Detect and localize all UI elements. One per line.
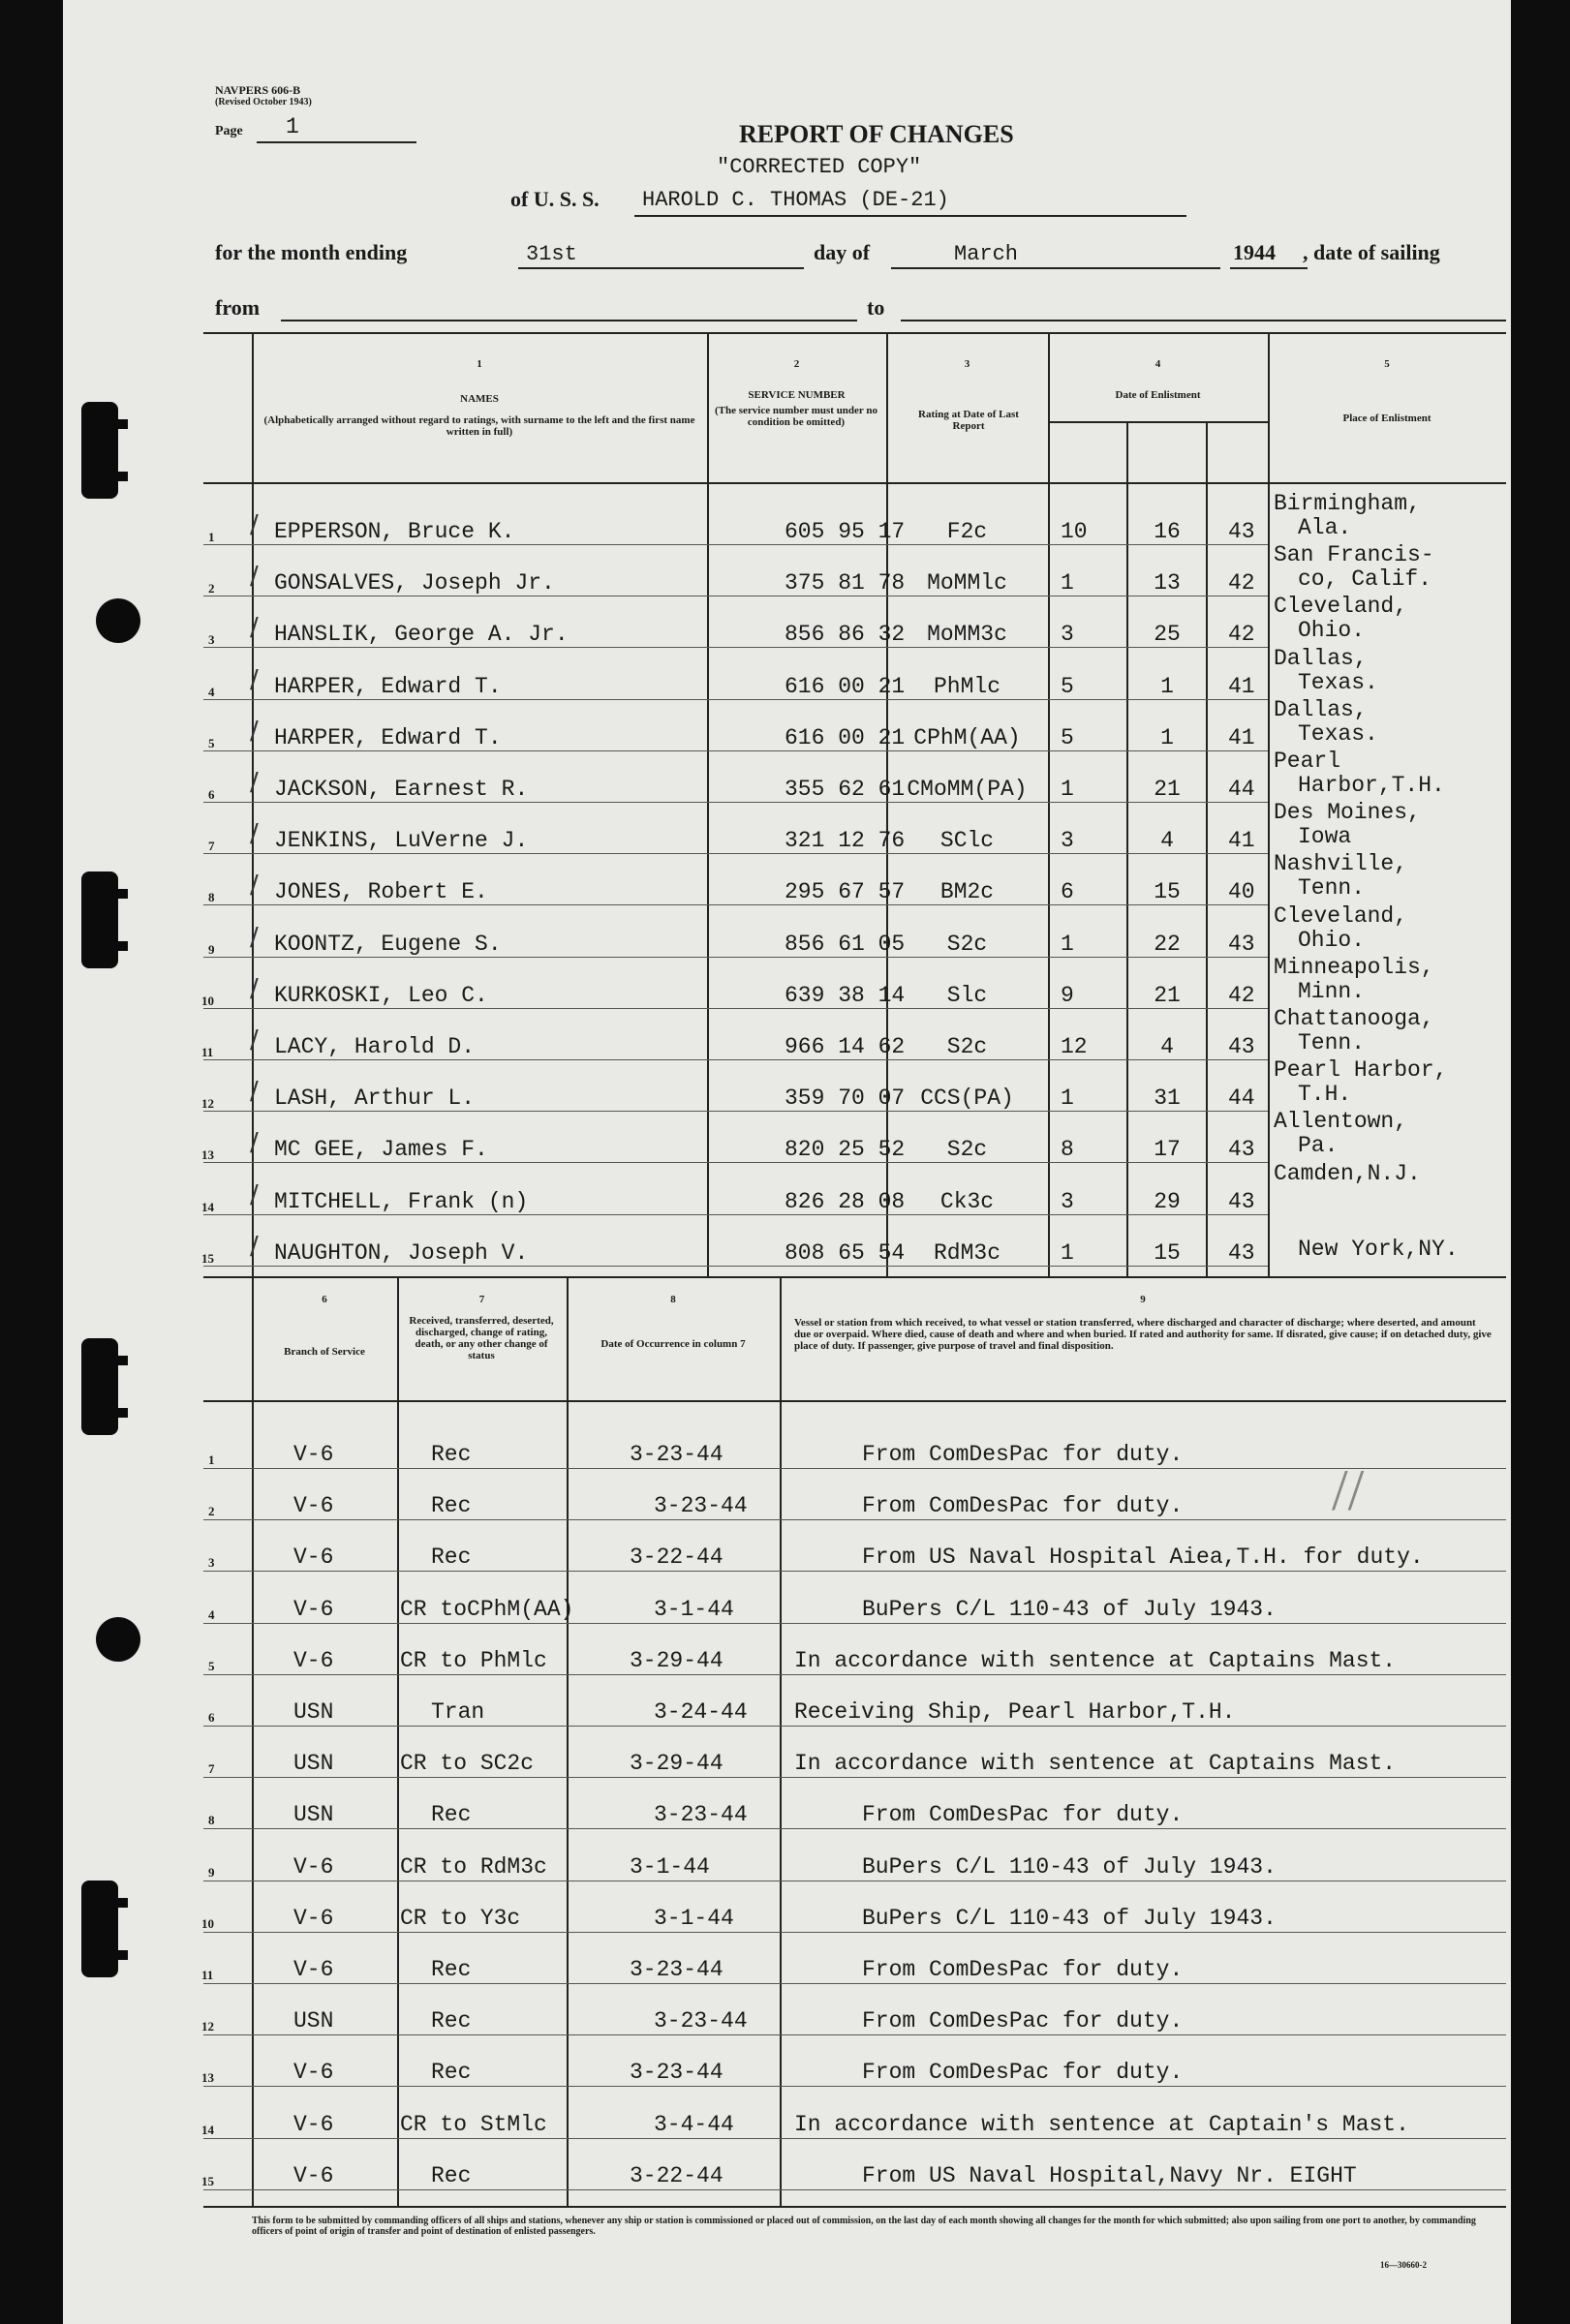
day-of-label: day of	[814, 240, 871, 264]
enlist-day: 31	[1154, 1086, 1181, 1111]
to-label: to	[867, 295, 885, 320]
col9-number: 9	[1140, 1294, 1146, 1305]
service-number: 966 14 62	[785, 1034, 906, 1059]
branch-of-service: V-6	[293, 1906, 334, 1931]
enlist-month: 3	[1061, 828, 1074, 853]
service-number: 375 81 78	[785, 570, 906, 596]
change-of-status: CR to SC2c	[400, 1751, 535, 1776]
remarks: From ComDesPac for duty.	[862, 1493, 1184, 1518]
row-number: 8	[208, 890, 215, 904]
date-of-occurrence: 3-23-44	[654, 1493, 748, 1518]
row-underline	[203, 544, 1268, 545]
check-mark: /	[250, 1232, 259, 1261]
place-line-1: Pearl Harbor,	[1274, 1057, 1448, 1083]
place-line-2: T.H.	[1298, 1082, 1352, 1107]
enlist-day: 1	[1160, 674, 1174, 699]
place-line-1: Des Moines,	[1274, 800, 1421, 825]
binder-dot-2	[96, 1617, 140, 1662]
ship-label: of U. S. S.	[510, 187, 600, 211]
row-number: 7	[208, 1761, 215, 1776]
rating: PhMlc	[933, 674, 1000, 699]
row-number: 10	[201, 1916, 214, 1931]
enlist-day: 13	[1154, 570, 1181, 596]
enlist-day: 21	[1154, 777, 1181, 802]
enlist-day: 1	[1160, 725, 1174, 750]
binder-hole-3	[81, 1338, 118, 1435]
change-of-status: CR to RdM3c	[400, 1854, 547, 1880]
page-label: Page	[215, 124, 243, 138]
binder-hole-4	[81, 1881, 118, 1977]
col8-number: 8	[670, 1294, 676, 1305]
sailor-name: HARPER, Edward T.	[274, 725, 502, 750]
row-underline	[203, 2034, 1506, 2035]
col4-title: Date of Enlistment	[1115, 389, 1201, 401]
branch-of-service: USN	[293, 1699, 334, 1725]
remarks: From ComDesPac for duty.	[862, 1442, 1184, 1467]
row-underline	[203, 1008, 1268, 1009]
enlist-year: 43	[1228, 1189, 1255, 1214]
month-ending-label: for the month ending	[215, 240, 408, 264]
row-number: 6	[208, 787, 215, 802]
row-underline	[203, 1214, 1268, 1215]
enlist-month: 1	[1061, 932, 1074, 957]
remarks: From US Naval Hospital Aiea,T.H. for duty.	[862, 1544, 1424, 1570]
rating: RdM3c	[933, 1240, 1000, 1266]
place-line-2: Tenn.	[1298, 875, 1366, 901]
service-number: 639 38 14	[785, 983, 906, 1008]
check-mark: /	[250, 923, 259, 952]
rating: BM2c	[939, 879, 995, 904]
col3-number: 3	[964, 358, 970, 370]
place-line-2: Texas.	[1298, 721, 1378, 747]
enlist-day: 29	[1154, 1189, 1181, 1214]
check-mark: /	[250, 871, 259, 900]
enlist-month: 9	[1061, 983, 1074, 1008]
col7-number: 7	[478, 1294, 485, 1305]
row-underline	[203, 957, 1268, 958]
sailor-name: JACKSON, Earnest R.	[274, 777, 529, 802]
row-underline	[203, 1828, 1506, 1829]
date-of-occurrence: 3-29-44	[630, 1648, 723, 1673]
row-number: 8	[208, 1813, 215, 1827]
date-of-occurrence: 3-23-44	[654, 2008, 748, 2034]
remarks: In accordance with sentence at Captains Mast.	[794, 1648, 1397, 1673]
service-number: 605 95 17	[785, 519, 906, 544]
branch-of-service: USN	[293, 1751, 334, 1776]
enlist-year: 43	[1228, 1034, 1255, 1059]
enlist-year: 44	[1228, 777, 1255, 802]
branch-of-service: USN	[293, 2008, 334, 2034]
row-number: 9	[208, 1865, 215, 1880]
corrected-copy-note: "CORRECTED COPY"	[717, 155, 922, 179]
enlist-month: 10	[1061, 519, 1088, 544]
enlist-day: 15	[1154, 879, 1181, 904]
check-mark: /	[250, 1180, 259, 1209]
branch-of-service: V-6	[293, 2060, 334, 2085]
place-line-2: Ala.	[1298, 515, 1352, 540]
row-underline	[203, 647, 1268, 648]
service-number: 808 65 54	[785, 1240, 906, 1266]
row-number: 1	[208, 530, 215, 544]
col2-number: 2	[793, 358, 800, 370]
enlist-month: 3	[1061, 622, 1074, 647]
row-underline	[203, 1059, 1268, 1060]
rating: MoMMlc	[927, 570, 1007, 596]
place-line-2: Ohio.	[1298, 618, 1366, 643]
rating: S2c	[946, 1034, 988, 1059]
col6-title: Branch of Service	[284, 1346, 365, 1358]
enlist-year: 44	[1228, 1086, 1255, 1111]
sailor-name: HARPER, Edward T.	[274, 674, 502, 699]
service-number: 359 70 07	[785, 1086, 906, 1111]
row-number: 7	[208, 839, 215, 853]
service-number: 616 00 21	[785, 674, 906, 699]
row-number: 14	[201, 1200, 214, 1214]
sailor-name: JONES, Robert E.	[274, 879, 488, 904]
sailor-name: LACY, Harold D.	[274, 1034, 476, 1059]
branch-of-service: V-6	[293, 1597, 334, 1622]
row-underline	[203, 1983, 1506, 1984]
sailor-name: KURKOSKI, Leo C.	[274, 983, 488, 1008]
branch-of-service: V-6	[293, 1648, 334, 1673]
branch-of-service: V-6	[293, 1854, 334, 1880]
place-line-1: Dallas,	[1274, 646, 1368, 671]
remarks: BuPers C/L 110-43 of July 1943.	[862, 1597, 1277, 1622]
enlist-day: 16	[1154, 519, 1181, 544]
check-mark: /	[250, 665, 259, 694]
check-mark: /	[250, 613, 259, 642]
service-number: 826 28 08	[785, 1189, 906, 1214]
remarks: BuPers C/L 110-43 of July 1943.	[862, 1906, 1277, 1931]
enlist-month: 1	[1061, 777, 1074, 802]
sailor-name: LASH, Arthur L.	[274, 1086, 476, 1111]
place-line-2: Iowa	[1298, 824, 1352, 849]
service-number: 616 00 21	[785, 725, 906, 750]
page-number: 1	[286, 114, 299, 139]
date-of-occurrence: 3-4-44	[654, 2112, 734, 2137]
col5-number: 5	[1384, 358, 1390, 370]
place-line-1: Nashville,	[1274, 851, 1408, 876]
check-mark: /	[250, 1077, 259, 1106]
row-number: 6	[208, 1710, 215, 1725]
remarks: In accordance with sentence at Captain's Mast.	[794, 2112, 1409, 2137]
change-of-status: Rec	[431, 1493, 472, 1518]
row-number: 13	[201, 1147, 214, 1162]
place-line-2: co, Calif.	[1298, 566, 1432, 592]
row-underline	[203, 1932, 1506, 1933]
change-of-status: CR to PhMlc	[400, 1648, 547, 1673]
binder-hole-2	[81, 872, 118, 968]
row-underline	[203, 1468, 1506, 1469]
footer-note: This form to be submitted by commanding officers of all ships and stations, whenever any ship or station is commissioned or placed out of commission, on the last day of each month showing all changes for the month for which submitted; also upon sailing from one port to another, by commanding officers of point of origin of transfer and point of destination of enlisted passengers.	[252, 2216, 1476, 2237]
date-of-occurrence: 3-29-44	[630, 1751, 723, 1776]
enlist-year: 41	[1228, 725, 1255, 750]
date-of-occurrence: 3-23-44	[630, 1442, 723, 1467]
change-of-status: CR toCPhM(AA)	[400, 1597, 574, 1622]
row-underline	[203, 1266, 1268, 1267]
check-mark: /	[250, 768, 259, 797]
date-of-occurrence: 3-1-44	[654, 1906, 734, 1931]
row-underline	[203, 802, 1268, 803]
check-mark: /	[250, 562, 259, 591]
row-number: 9	[208, 942, 215, 957]
row-underline	[203, 853, 1268, 854]
remarks: Receiving Ship, Pearl Harbor,T.H.	[794, 1699, 1236, 1725]
enlist-year: 42	[1228, 983, 1255, 1008]
place-line-2: Ohio.	[1298, 928, 1366, 953]
place-line-1: Pearl	[1274, 749, 1341, 774]
service-number: 820 25 52	[785, 1137, 906, 1162]
sailor-name: MITCHELL, Frank (n)	[274, 1189, 529, 1214]
rating: MoMM3c	[927, 622, 1007, 647]
place-line-2: Tenn.	[1298, 1030, 1366, 1055]
enlist-year: 42	[1228, 570, 1255, 596]
date-of-occurrence: 3-22-44	[630, 2163, 723, 2188]
service-number: 856 61 05	[785, 932, 906, 957]
row-underline	[203, 2086, 1506, 2087]
place-line-1: Allentown,	[1274, 1109, 1408, 1134]
place-line-2: New York,NY.	[1298, 1237, 1459, 1262]
enlist-day: 17	[1154, 1137, 1181, 1162]
row-underline	[203, 1623, 1506, 1624]
place-line-1: Birmingham,	[1274, 491, 1421, 516]
change-of-status: CR to Y3c	[400, 1906, 521, 1931]
rating: F2c	[946, 519, 988, 544]
row-underline	[203, 2138, 1506, 2139]
branch-of-service: V-6	[293, 1957, 334, 1982]
row-underline	[203, 1162, 1268, 1163]
check-mark: /	[250, 819, 259, 848]
enlist-day: 25	[1154, 622, 1181, 647]
change-of-status: Rec	[431, 1544, 472, 1570]
row-underline	[203, 699, 1268, 700]
change-of-status: Rec	[431, 1802, 472, 1827]
enlist-month: 3	[1061, 1189, 1074, 1214]
service-number: 856 86 32	[785, 622, 906, 647]
row-underline	[203, 1726, 1506, 1727]
place-line-1: Cleveland,	[1274, 594, 1408, 619]
branch-of-service: V-6	[293, 2112, 334, 2137]
change-of-status: CR to StMlc	[400, 2112, 547, 2137]
enlist-year: 42	[1228, 622, 1255, 647]
remarks: From ComDesPac for duty.	[862, 1957, 1184, 1982]
enlist-year: 43	[1228, 932, 1255, 957]
check-mark: /	[250, 1128, 259, 1157]
rating: Slc	[946, 983, 988, 1008]
remarks: From ComDesPac for duty.	[862, 2008, 1184, 2034]
sailor-name: GONSALVES, Joseph Jr.	[274, 570, 555, 596]
place-line-2: Pa.	[1298, 1133, 1339, 1158]
sailor-name: EPPERSON, Bruce K.	[274, 519, 515, 544]
from-label: from	[215, 295, 261, 320]
date-of-occurrence: 3-23-44	[630, 2060, 723, 2085]
enlist-month: 5	[1061, 674, 1074, 699]
place-line-1: Camden,N.J.	[1274, 1161, 1421, 1186]
row-number: 15	[201, 2174, 214, 2188]
remarks: In accordance with sentence at Captains Mast.	[794, 1751, 1397, 1776]
enlist-year: 40	[1228, 879, 1255, 904]
row-underline	[203, 1777, 1506, 1778]
row-number: 3	[208, 632, 215, 647]
binder-dot-1	[96, 598, 140, 643]
place-line-1: Minneapolis,	[1274, 955, 1434, 980]
binder-hole-1	[81, 402, 118, 499]
enlist-day: 15	[1154, 1240, 1181, 1266]
page-title: REPORT OF CHANGES	[739, 120, 1014, 148]
rating: CMoMM(PA)	[907, 777, 1028, 802]
place-line-1: San Francis-	[1274, 542, 1434, 567]
enlist-month: 5	[1061, 725, 1074, 750]
date-of-occurrence: 3-1-44	[630, 1854, 710, 1880]
row-underline	[203, 750, 1268, 751]
enlist-year: 41	[1228, 674, 1255, 699]
change-of-status: Rec	[431, 2060, 472, 2085]
branch-of-service: V-6	[293, 1544, 334, 1570]
row-number: 2	[208, 581, 215, 596]
date-of-occurrence: 3-24-44	[654, 1699, 748, 1725]
sailor-name: JENKINS, LuVerne J.	[274, 828, 529, 853]
place-line-2: Harbor,T.H.	[1298, 773, 1445, 798]
rating: CPhM(AA)	[913, 725, 1021, 750]
place-line-2: Minn.	[1298, 979, 1366, 1004]
footer-code: 16—30660-2	[1380, 2260, 1427, 2270]
sailor-name: HANSLIK, George A. Jr.	[274, 622, 569, 647]
col7-title: Received, transferred, deserted, discharged, change of rating, death, or any other change of status	[409, 1315, 554, 1361]
change-of-status: Rec	[431, 1442, 472, 1467]
rating: Ck3c	[939, 1189, 995, 1214]
remarks: From ComDesPac for duty.	[862, 1802, 1184, 1827]
row-number: 11	[201, 1968, 214, 1982]
form-revised: (Revised October 1943)	[215, 97, 312, 107]
remarks: From ComDesPac for duty.	[862, 2060, 1184, 2085]
branch-of-service: USN	[293, 1802, 334, 1827]
enlist-month: 6	[1061, 879, 1074, 904]
place-line-1: Chattanooga,	[1274, 1006, 1434, 1031]
col2-note: (The service number must under no condition be omitted)	[715, 405, 877, 428]
row-number: 1	[208, 1452, 215, 1467]
place-line-1: Cleveland,	[1274, 903, 1408, 929]
enlist-year: 43	[1228, 519, 1255, 544]
branch-of-service: V-6	[293, 1493, 334, 1518]
row-number: 5	[208, 1659, 215, 1673]
day-value: 31st	[526, 242, 577, 266]
check-mark: /	[250, 510, 259, 539]
enlist-day: 4	[1160, 828, 1174, 853]
row-underline	[203, 1519, 1506, 1520]
change-of-status: Tran	[431, 1699, 485, 1725]
row-number: 14	[201, 2123, 214, 2137]
sailor-name: KOONTZ, Eugene S.	[274, 932, 502, 957]
check-mark: /	[250, 717, 259, 746]
enlist-year: 43	[1228, 1240, 1255, 1266]
enlist-year: 41	[1228, 828, 1255, 853]
rating: CCS(PA)	[920, 1086, 1014, 1111]
col1-title: NAMES	[460, 393, 499, 405]
rating: S2c	[946, 932, 988, 957]
date-of-occurrence: 3-1-44	[654, 1597, 734, 1622]
service-number: 355 62 61	[785, 777, 906, 802]
col8-title: Date of Occurrence in column 7	[600, 1338, 746, 1350]
hand-mark: //	[1332, 1458, 1365, 1522]
ship-name: HAROLD C. THOMAS (DE-21)	[642, 188, 949, 212]
change-of-status: Rec	[431, 2008, 472, 2034]
service-number: 321 12 76	[785, 828, 906, 853]
enlist-month: 12	[1061, 1034, 1088, 1059]
row-underline	[203, 904, 1268, 905]
check-mark: /	[250, 974, 259, 1003]
branch-of-service: V-6	[293, 1442, 334, 1467]
col1-note: (Alphabetically arranged without regard to ratings, with surname to the left and the first name written in full)	[263, 414, 695, 438]
col4-number: 4	[1154, 358, 1161, 370]
date-of-occurrence: 3-22-44	[630, 1544, 723, 1570]
enlist-month: 1	[1061, 570, 1074, 596]
row-number: 4	[208, 685, 215, 699]
row-underline	[203, 1674, 1506, 1675]
col1-number: 1	[477, 358, 482, 370]
row-number: 15	[201, 1251, 214, 1266]
col3-title: Rating at Date of Last Report	[918, 409, 1019, 432]
enlist-day: 21	[1154, 983, 1181, 1008]
row-number: 5	[208, 736, 215, 750]
enlist-day: 22	[1154, 932, 1181, 957]
col5-title: Place of Enlistment	[1342, 413, 1431, 424]
row-underline	[203, 1111, 1268, 1112]
enlist-month: 1	[1061, 1086, 1074, 1111]
date-of-sailing-label: , date of sailing	[1303, 240, 1440, 264]
rating: SClc	[939, 828, 995, 853]
row-number: 4	[208, 1607, 215, 1622]
row-underline	[203, 1571, 1506, 1572]
form-id: NAVPERS 606-B	[215, 83, 301, 97]
row-number: 12	[201, 2019, 214, 2034]
sailor-name: NAUGHTON, Joseph V.	[274, 1240, 529, 1266]
year-value: 1944	[1233, 240, 1276, 264]
check-mark: /	[250, 1025, 259, 1055]
enlist-month: 8	[1061, 1137, 1074, 1162]
date-of-occurrence: 3-23-44	[654, 1802, 748, 1827]
row-number: 11	[201, 1045, 214, 1059]
sailor-name: MC GEE, James F.	[274, 1137, 488, 1162]
row-number: 10	[201, 994, 214, 1008]
place-line-1: Dallas,	[1274, 697, 1368, 722]
branch-of-service: V-6	[293, 2163, 334, 2188]
row-number: 2	[208, 1504, 215, 1518]
month-value: March	[954, 242, 1019, 266]
rating: S2c	[946, 1137, 988, 1162]
remarks: BuPers C/L 110-43 of July 1943.	[862, 1854, 1277, 1880]
enlist-year: 43	[1228, 1137, 1255, 1162]
row-number: 13	[201, 2070, 214, 2085]
row-number: 12	[201, 1096, 214, 1111]
date-of-occurrence: 3-23-44	[630, 1957, 723, 1982]
change-of-status: Rec	[431, 1957, 472, 1982]
document-page	[63, 0, 1511, 2324]
enlist-day: 4	[1160, 1034, 1174, 1059]
row-underline	[203, 2189, 1506, 2190]
place-line-2: Texas.	[1298, 670, 1378, 695]
col2-title: SERVICE NUMBER	[748, 389, 846, 401]
col9-title: Vessel or station from which received, to what vessel or station transferred, where discharged and character of discharge; where deserted, and amount due or overpaid. Where died, cause of death and where and when buried. If rated and authority for same. If disrated, give cause; if on detached duty, give place of duty. If passenger, give purpose of travel and final disposition.	[794, 1317, 1492, 1352]
change-of-status: Rec	[431, 2163, 472, 2188]
col6-number: 6	[322, 1294, 327, 1305]
enlist-month: 1	[1061, 1240, 1074, 1266]
service-number: 295 67 57	[785, 879, 906, 904]
remarks: From US Naval Hospital,Navy Nr. EIGHT	[862, 2163, 1357, 2188]
row-number: 3	[208, 1555, 215, 1570]
